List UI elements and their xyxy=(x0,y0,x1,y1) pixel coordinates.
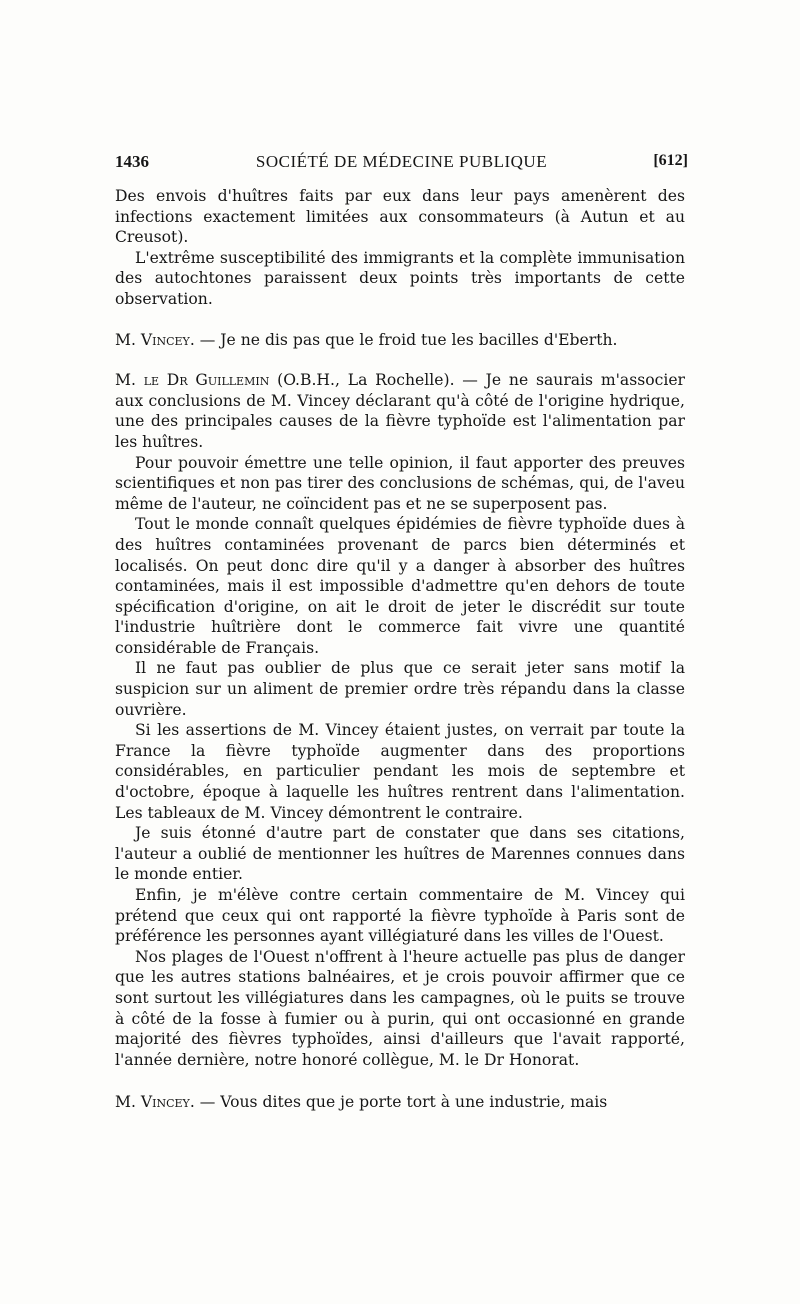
speaker-name: M. le Dr Guillemin xyxy=(115,371,270,390)
paragraph: Si les assertions de M. Vincey étaient justes, on verrait par toute la France la fièvre typhoïde augmenter dans des proportions considérables, en particulier pendant les mois de septembre et d'octobre, époque à laquelle les huîtres rentrent dans l'alimentation. Les tableaux de M. Vincey démontrent le contraire. xyxy=(115,721,685,822)
text-column xyxy=(115,186,685,1113)
paragraph: Des envois d'huîtres faits par eux dans leur pays amenèrent des infections exactement limitées aux consommateurs (à Autun et au Creusot). xyxy=(115,187,685,247)
paragraph: Nos plages de l'Ouest n'offrent à l'heure actuelle pas plus de danger que les autres stations balnéaires, et je crois pouvoir affirmer que ce sont surtout les villégiatures dans les campagnes, où le puits se trouve à côté de la fosse à fumier ou à purin, qui ont occasionné en grande majorité des fièvres typhoïdes, ainsi d'ailleurs que l'avait rapporté, l'année dernière, notre honoré collègue, M. le Dr Honorat. xyxy=(115,947,685,1069)
speaker-name: M. Vincey. xyxy=(115,330,195,349)
paragraph: Tout le monde connaît quelques épidémies de fièvre typhoïde dues à des huîtres contaminées provenant de parcs bien déterminés et localisés. On peut donc dire qu'il y a danger à absorber des huîtres contaminées, mais il est impossible d'admettre qu'en dehors de toute spécification d'origine, on ait le droit de jeter le discrédit sur toute l'industrie huîtrière dont le commerce fait vivre une quantité considérable de Français. xyxy=(115,515,685,657)
running-title: SOCIÉTÉ DE MÉDECINE PUBLIQUE xyxy=(255,152,548,171)
page-number: 1436 xyxy=(115,152,149,171)
page-marker: [612] xyxy=(653,152,688,169)
paragraph: Je suis étonné d'autre part de constater que dans ses citations, l'auteur a oublié de mentionner les huîtres de Marennes connues dans le monde entier. xyxy=(115,824,685,884)
paragraph-gap xyxy=(115,1070,685,1092)
page-header xyxy=(115,152,688,178)
speaker-name: M. Vincey. xyxy=(115,1093,195,1112)
speaker-paragraph: M. Vincey. — Je ne dis pas que le froid tue les bacilles d'Eberth. xyxy=(115,330,618,349)
speaker-paragraph: M. le Dr Guillemin (O.B.H., La Rochelle). — Je ne saurais m'associer aux conclusions de M. Vincey déclarant qu'à côté de l'origine hydrique, une des principales causes de la fièvre typhoïde est l'alimentation par les huîtres. xyxy=(115,371,686,451)
paragraph: Il ne faut pas oublier de plus que ce serait jeter sans motif la suspicion sur un aliment de premier ordre très répandu dans la classe ouvrière. xyxy=(115,659,685,719)
speaker-paragraph: M. Vincey. — Vous dites que je porte tort à une industrie, mais xyxy=(115,1093,608,1112)
paragraph-gap xyxy=(115,310,685,330)
paragraph-gap xyxy=(115,350,685,370)
paragraph: Enfin, je m'élève contre certain commentaire de M. Vincey qui prétend que ceux qui ont rapporté la fièvre typhoïde à Paris sont de préférence les personnes ayant villégiaturé dans les villes de l'Ouest. xyxy=(115,886,685,946)
paragraph: L'extrême susceptibilité des immigrants et la complète immunisation des autochtones paraissent deux points très importants de cette observation. xyxy=(115,248,685,308)
paragraph: Pour pouvoir émettre une telle opinion, il faut apporter des preuves scientifiques et non pas tirer des conclusions de schémas, qui, de l'aveu même de l'auteur, ne coïncident pas et ne se superposent pas. xyxy=(115,453,685,513)
